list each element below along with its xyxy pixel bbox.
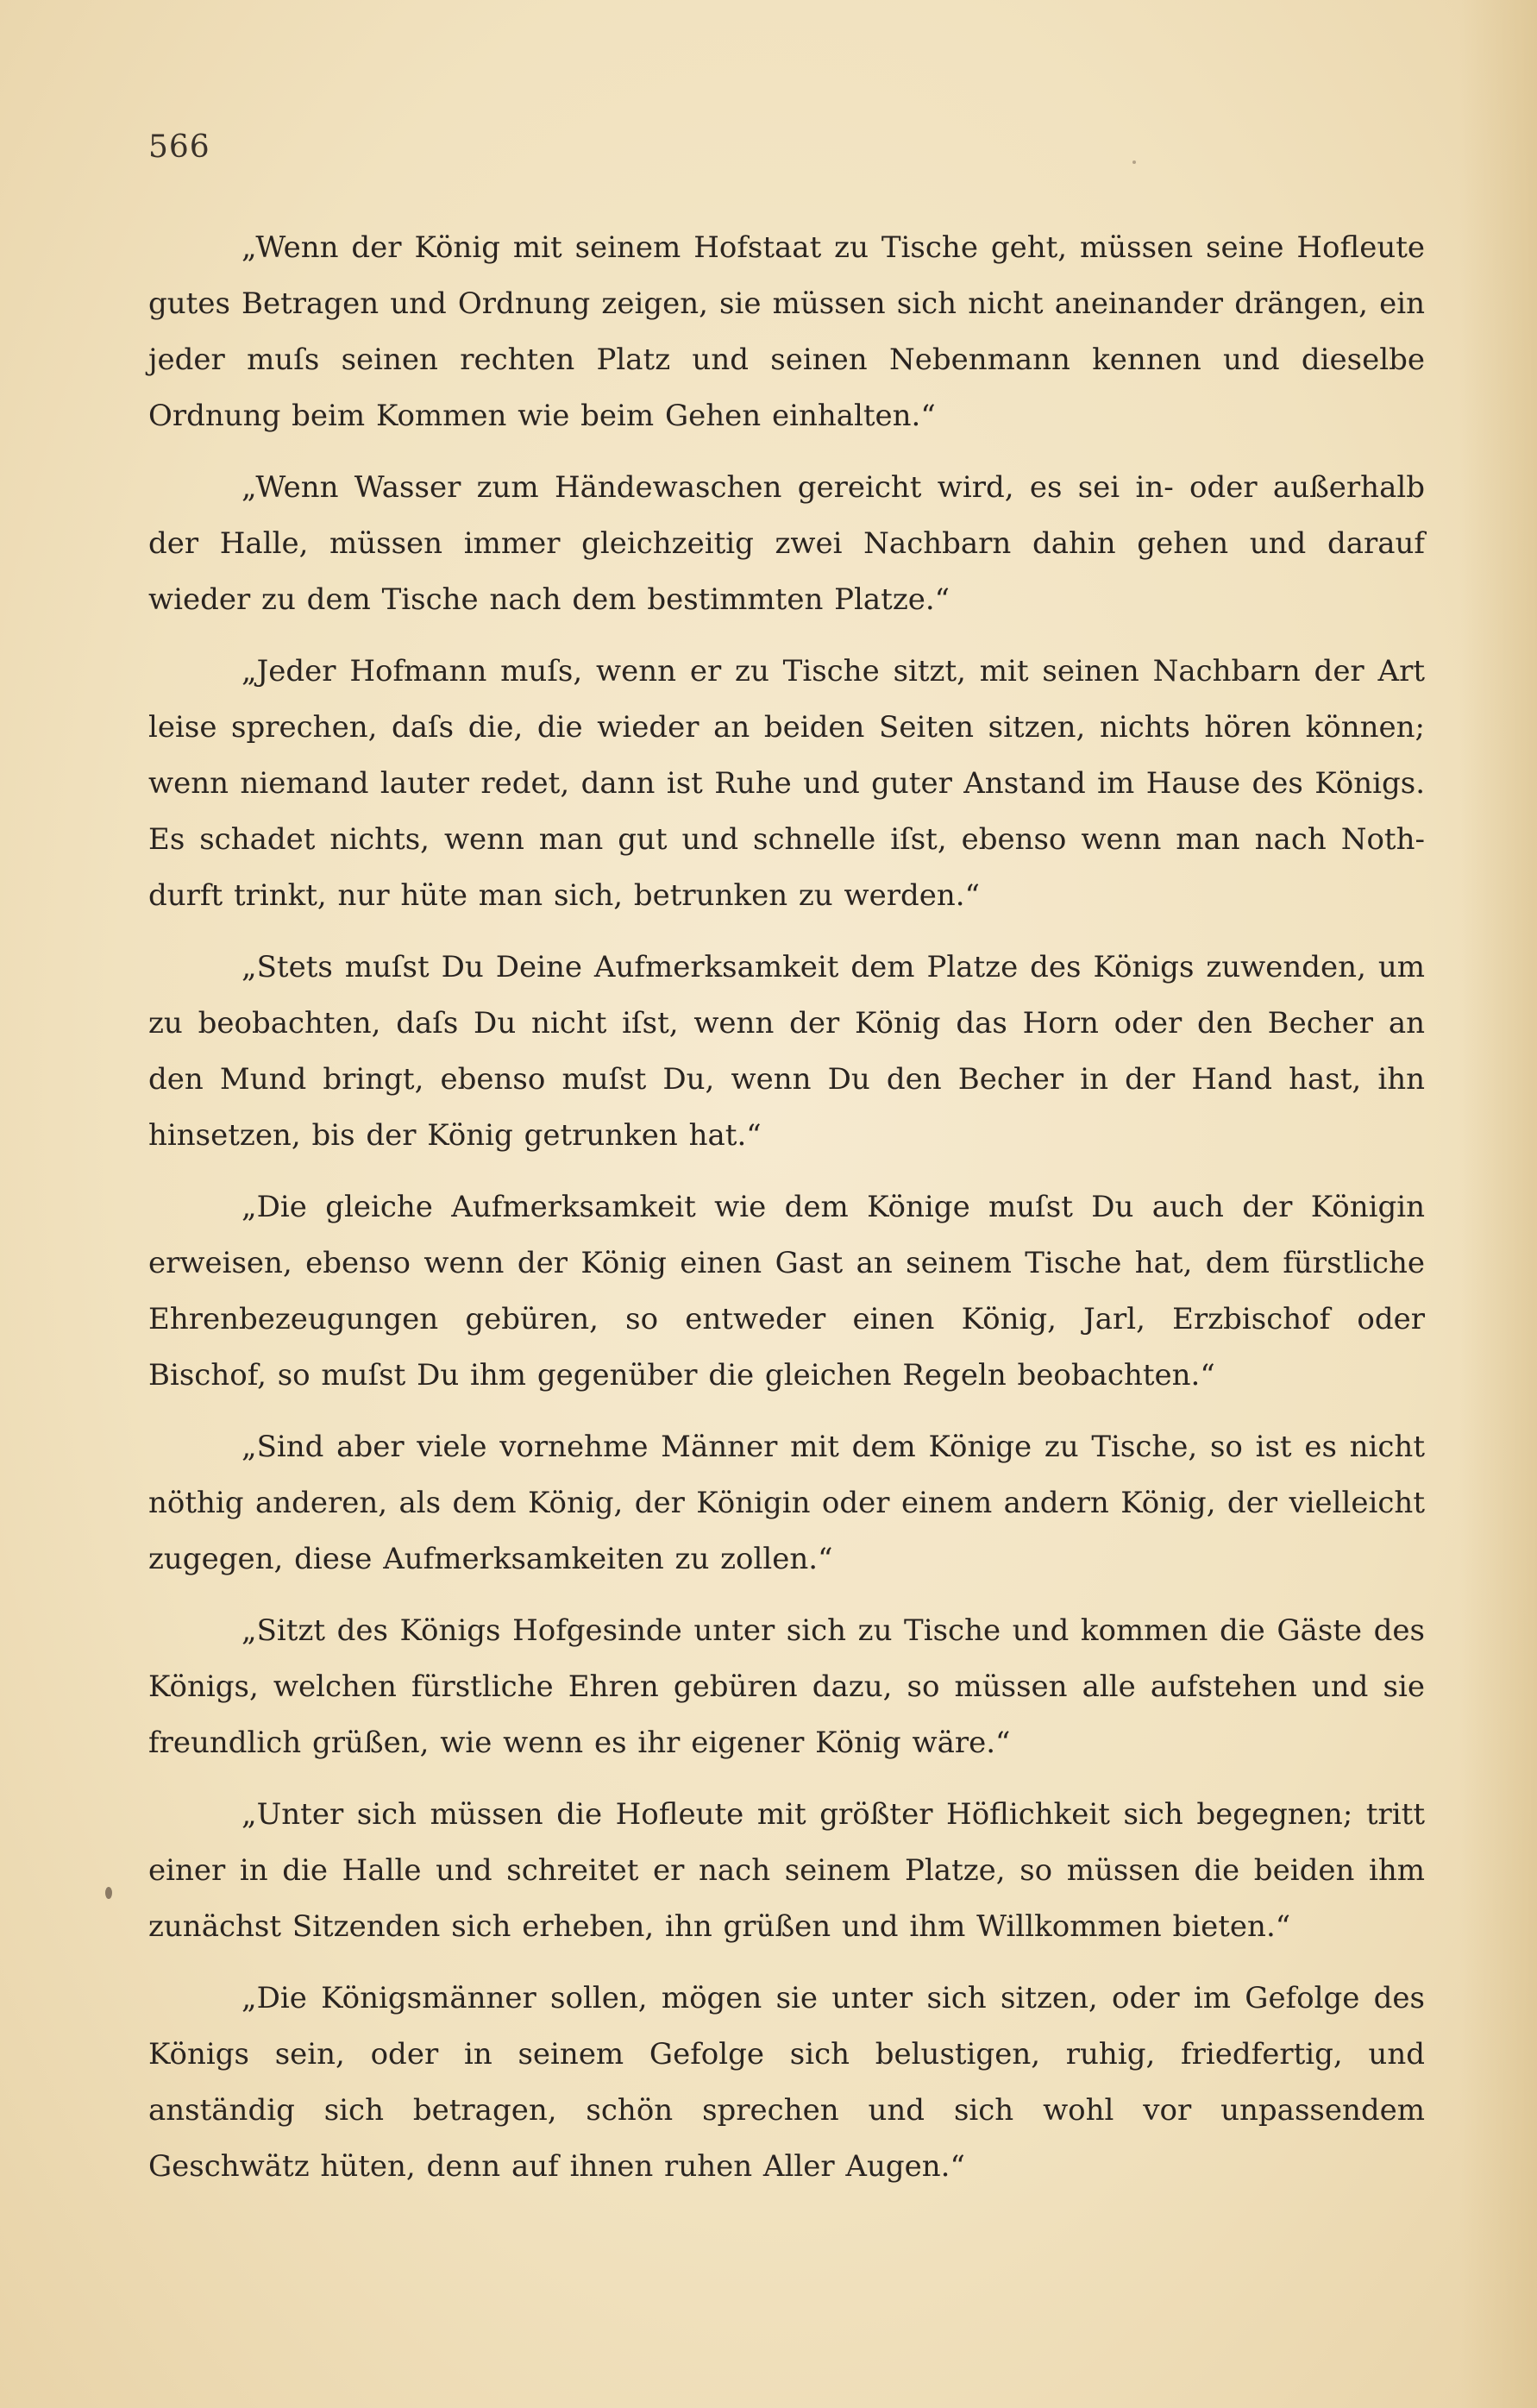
paragraph-5: „Die gleiche Aufmerksamkeit wie dem Könige muſst Du auch der Königin erweisen, ebenso wenn der König einen Gast an seinem Tische hat, dem fürstliche Ehrenbezeugungen gebüren, so entweder einen König, Jarl, Erzbischof oder Bischof, so muſst Du ihm gegenüber die gleichen Regeln beobachten.“ <box>148 1190 1425 1393</box>
paragraph-6: „Sind aber viele vornehme Männer mit dem Könige zu Tische, so ist es nicht nöthig anderen, als dem König, der Königin oder einem andern König, der vielleicht zugegen, diese Aufmerksamkeiten zu zollen.“ <box>148 1430 1425 1576</box>
paragraph-3: „Jeder Hofmann muſs, wenn er zu Tische sitzt, mit seinen Nachbarn der Art leise sprechen, daſs die, die wieder an beiden Seiten sitzen, nichts hören können; wenn niemand lauter redet, dann ist Ruhe und guter Anstand im Hause des Königs. Es schadet nichts, wenn man gut und schnelle iſst, ebenso wenn man nach Nothdurft trinkt, nur hüte man sich, betrunken zu werden.“ <box>148 654 1425 913</box>
margin-ink-mark <box>105 1887 112 1899</box>
paragraph-7: „Sitzt des Königs Hofgesinde unter sich zu Tische und kommen die Gäste des Königs, welchen fürstliche Ehren gebüren dazu, so müssen alle aufstehen und sie freundlich grüßen, wie wenn es ihr eigener König wäre.“ <box>148 1613 1425 1760</box>
paragraph-2: „Wenn Wasser zum Händewaschen gereicht wird, es sei in- oder außerhalb der Halle, müssen immer gleichzeitig zwei Nachbarn dahin gehen und darauf wieder zu dem Tische nach dem bestimmten Platze.“ <box>148 470 1425 617</box>
page-edge-shading <box>1459 0 1537 2408</box>
paper-speck <box>1132 160 1136 164</box>
paragraph-4: „Stets muſst Du Deine Aufmerksamkeit dem Platze des Königs zuwenden, um zu beobachten, daſs Du nicht iſst, wenn der König das Horn oder den Becher an den Mund bringt, ebenso muſst Du, wenn Du den Becher in der Hand hast, ihn hinsetzen, bis der König getrunken hat.“ <box>148 950 1425 1153</box>
paragraph-1: „Wenn der König mit seinem Hofstaat zu Tische geht, müssen seine Hofleute gutes Betragen und Ordnung zeigen, sie müssen sich nicht aneinander drängen, ein jeder muſs seinen rechten Platz und seinen Nebenmann kennen und dieselbe Ordnung beim Kommen wie beim Gehen einhalten.“ <box>148 230 1425 433</box>
body-text <box>148 220 1425 2210</box>
paragraph-9: „Die Königsmänner sollen, mögen sie unter sich sitzen, oder im Gefolge des Königs sein, oder in seinem Gefolge sich belustigen, ruhig, friedfertig, und anständig sich betragen, schön sprechen und sich wohl vor unpassendem Geschwätz hüten, denn auf ihnen ruhen Aller Augen.“ <box>148 1981 1425 2184</box>
paragraph-8: „Unter sich müssen die Hofleute mit größter Höflichkeit sich begegnen; tritt einer in die Halle und schreitet er nach seinem Platze, so müssen die beiden ihm zunächst Sitzenden sich erheben, ihn grüßen und ihm Willkommen bieten.“ <box>148 1797 1425 1944</box>
page-number: 566 <box>148 129 210 165</box>
